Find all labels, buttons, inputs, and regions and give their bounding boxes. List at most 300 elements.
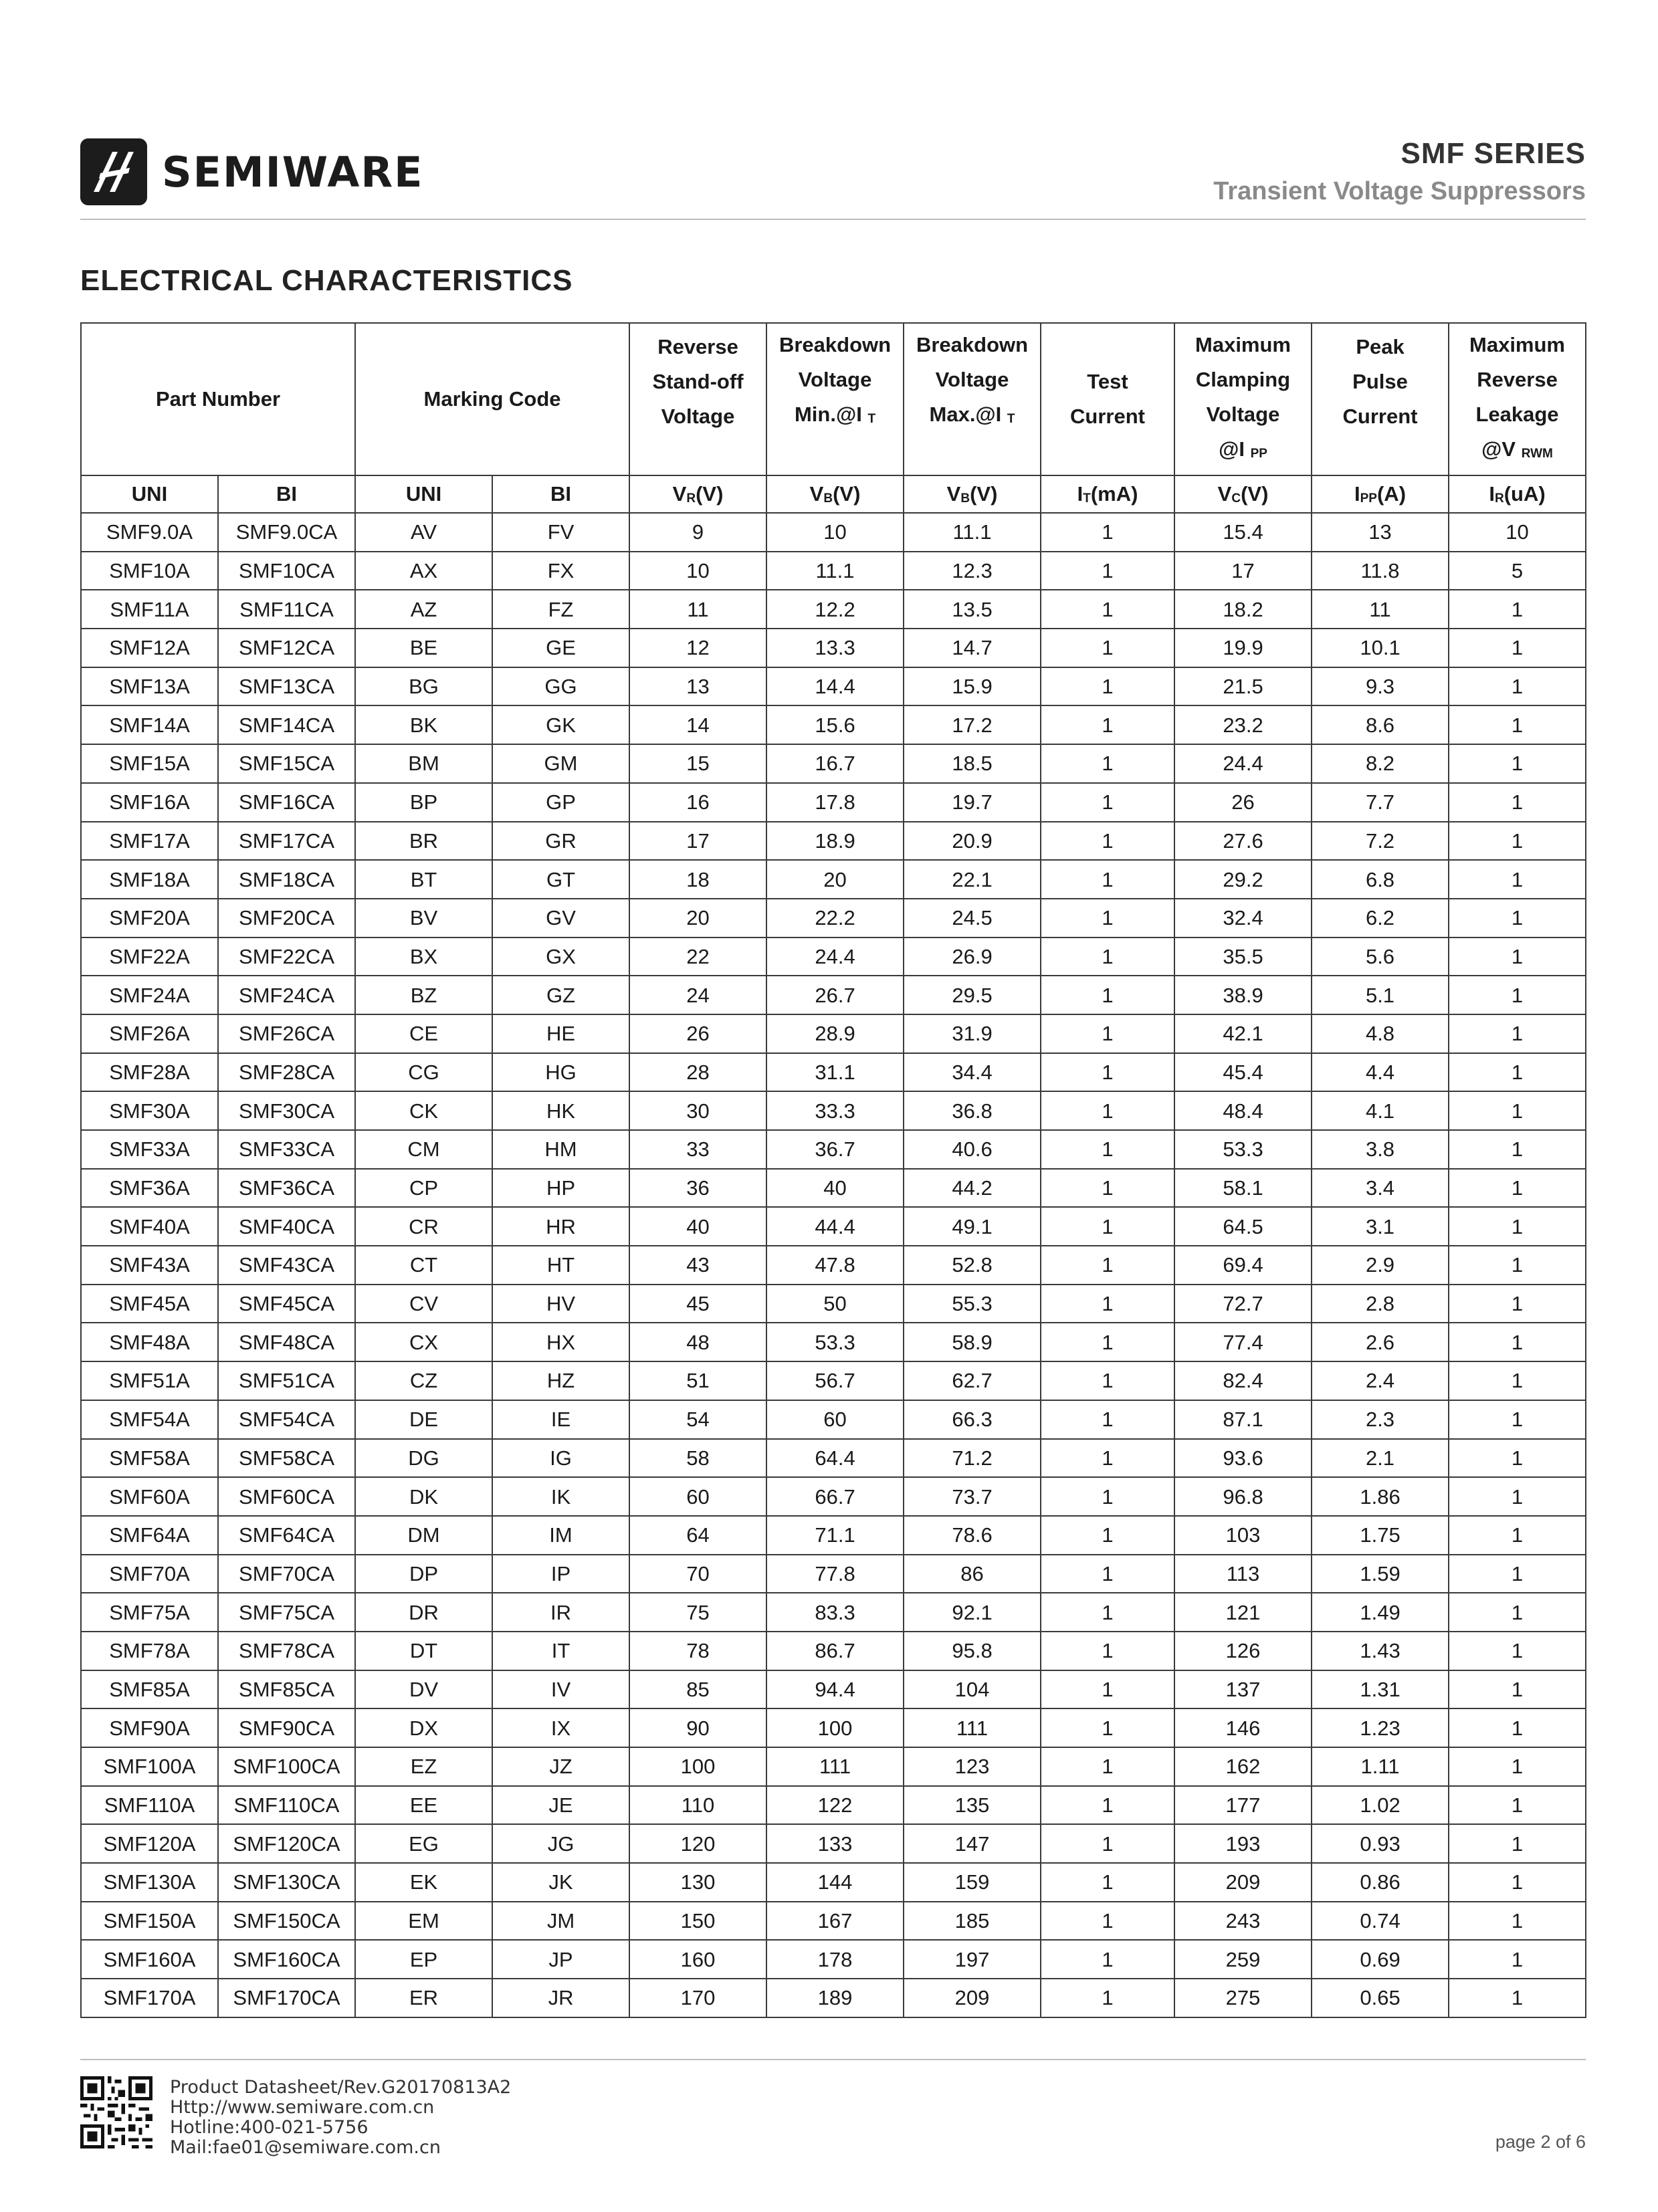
cell-it: 1 xyxy=(1041,899,1174,937)
cell-vb-max: 17.2 xyxy=(904,705,1041,744)
table-row xyxy=(81,1439,1586,1478)
cell-marking-uni: CT xyxy=(355,1246,492,1285)
table-row xyxy=(81,1285,1586,1323)
cell-vb-max: 209 xyxy=(904,1979,1041,2017)
cell-it: 1 xyxy=(1041,1285,1174,1323)
cell-vb-max: 86 xyxy=(904,1555,1041,1593)
cell-part-bi: SMF45CA xyxy=(218,1285,355,1323)
cell-part-bi: SMF160CA xyxy=(218,1940,355,1979)
cell-vr: 11 xyxy=(629,590,766,629)
cell-ipp: 6.8 xyxy=(1312,860,1449,899)
cell-part-bi: SMF28CA xyxy=(218,1053,355,1092)
cell-marking-uni: EZ xyxy=(355,1747,492,1786)
cell-ipp: 1.02 xyxy=(1312,1786,1449,1825)
cell-ipp: 5.1 xyxy=(1312,976,1449,1014)
cell-marking-bi: GK xyxy=(492,705,629,744)
cell-marking-uni: DV xyxy=(355,1670,492,1709)
cell-ir: 1 xyxy=(1449,1323,1586,1361)
cell-vr: 85 xyxy=(629,1670,766,1709)
cell-marking-uni: BX xyxy=(355,937,492,976)
cell-vc: 35.5 xyxy=(1174,937,1312,976)
subheader-vb-max: VB(V) xyxy=(904,475,1041,513)
cell-vb-min: 56.7 xyxy=(766,1361,904,1400)
cell-part-bi: SMF110CA xyxy=(218,1786,355,1825)
cell-ir: 1 xyxy=(1449,1940,1586,1979)
cell-it: 1 xyxy=(1041,1323,1174,1361)
table-row xyxy=(81,667,1586,706)
cell-vc: 93.6 xyxy=(1174,1439,1312,1478)
cell-vc: 113 xyxy=(1174,1555,1312,1593)
cell-part-bi: SMF18CA xyxy=(218,860,355,899)
table-row xyxy=(81,1863,1586,1902)
cell-vb-min: 189 xyxy=(766,1979,904,2017)
cell-vc: 15.4 xyxy=(1174,513,1312,552)
cell-vb-max: 29.5 xyxy=(904,976,1041,1014)
cell-ir: 1 xyxy=(1449,1632,1586,1670)
table-row xyxy=(81,1477,1586,1516)
cell-ipp: 8.2 xyxy=(1312,744,1449,783)
cell-vc: 64.5 xyxy=(1174,1207,1312,1246)
cell-ipp: 3.1 xyxy=(1312,1207,1449,1246)
cell-marking-uni: BV xyxy=(355,899,492,937)
cell-vc: 48.4 xyxy=(1174,1091,1312,1130)
cell-vr: 54 xyxy=(629,1400,766,1439)
cell-part-bi: SMF130CA xyxy=(218,1863,355,1902)
cell-it: 1 xyxy=(1041,1400,1174,1439)
cell-ir: 1 xyxy=(1449,1593,1586,1632)
cell-part-uni: SMF110A xyxy=(81,1786,218,1825)
cell-vc: 96.8 xyxy=(1174,1477,1312,1516)
cell-marking-uni: DT xyxy=(355,1632,492,1670)
cell-vc: 17 xyxy=(1174,552,1312,590)
cell-part-bi: SMF120CA xyxy=(218,1824,355,1863)
cell-ir: 1 xyxy=(1449,1014,1586,1053)
cell-it: 1 xyxy=(1041,1207,1174,1246)
cell-ir: 1 xyxy=(1449,1130,1586,1169)
cell-vb-min: 94.4 xyxy=(766,1670,904,1709)
cell-vb-max: 58.9 xyxy=(904,1323,1041,1361)
cell-it: 1 xyxy=(1041,783,1174,822)
cell-ipp: 3.8 xyxy=(1312,1130,1449,1169)
electrical-characteristics-table xyxy=(80,322,1586,2018)
cell-marking-uni: BG xyxy=(355,667,492,706)
cell-ipp: 0.65 xyxy=(1312,1979,1449,2017)
table-row xyxy=(81,1670,1586,1709)
table-row xyxy=(81,1207,1586,1246)
header-divider xyxy=(80,219,1586,220)
cell-marking-bi: IT xyxy=(492,1632,629,1670)
cell-ir: 1 xyxy=(1449,976,1586,1014)
footer-datasheet-rev: Product Datasheet/Rev.G20170813A2 xyxy=(170,2077,512,2098)
cell-ipp: 1.43 xyxy=(1312,1632,1449,1670)
cell-marking-bi: GP xyxy=(492,783,629,822)
table-row xyxy=(81,937,1586,976)
cell-part-uni: SMF18A xyxy=(81,860,218,899)
cell-part-uni: SMF45A xyxy=(81,1285,218,1323)
cell-vb-max: 18.5 xyxy=(904,744,1041,783)
cell-vb-min: 31.1 xyxy=(766,1053,904,1092)
table-row xyxy=(81,1593,1586,1632)
cell-vr: 150 xyxy=(629,1902,766,1941)
cell-vb-max: 78.6 xyxy=(904,1516,1041,1555)
cell-vb-max: 66.3 xyxy=(904,1400,1041,1439)
cell-part-bi: SMF22CA xyxy=(218,937,355,976)
cell-vr: 12 xyxy=(629,629,766,667)
subheader-bi: BI xyxy=(218,475,355,513)
table-row xyxy=(81,1786,1586,1825)
cell-marking-bi: IR xyxy=(492,1593,629,1632)
cell-part-uni: SMF160A xyxy=(81,1940,218,1979)
table-row xyxy=(81,1516,1586,1555)
cell-vr: 30 xyxy=(629,1091,766,1130)
cell-marking-bi: HT xyxy=(492,1246,629,1285)
cell-ir: 1 xyxy=(1449,744,1586,783)
cell-part-bi: SMF90CA xyxy=(218,1708,355,1747)
cell-ipp: 2.1 xyxy=(1312,1439,1449,1478)
cell-vc: 209 xyxy=(1174,1863,1312,1902)
cell-vr: 10 xyxy=(629,552,766,590)
cell-marking-bi: JZ xyxy=(492,1747,629,1786)
cell-vr: 64 xyxy=(629,1516,766,1555)
cell-part-uni: SMF43A xyxy=(81,1246,218,1285)
cell-vc: 58.1 xyxy=(1174,1169,1312,1208)
cell-vb-min: 24.4 xyxy=(766,937,904,976)
table-row xyxy=(81,552,1586,590)
cell-part-uni: SMF17A xyxy=(81,822,218,861)
cell-vb-max: 49.1 xyxy=(904,1207,1041,1246)
cell-part-uni: SMF48A xyxy=(81,1323,218,1361)
cell-ipp: 1.75 xyxy=(1312,1516,1449,1555)
cell-ipp: 2.8 xyxy=(1312,1285,1449,1323)
cell-marking-bi: GG xyxy=(492,667,629,706)
cell-part-bi: SMF17CA xyxy=(218,822,355,861)
table-row xyxy=(81,1246,1586,1285)
cell-it: 1 xyxy=(1041,937,1174,976)
cell-vc: 87.1 xyxy=(1174,1400,1312,1439)
cell-ir: 5 xyxy=(1449,552,1586,590)
brand-name: SEMIWARE xyxy=(162,147,424,197)
cell-vr: 48 xyxy=(629,1323,766,1361)
cell-marking-uni: AX xyxy=(355,552,492,590)
cell-vb-min: 16.7 xyxy=(766,744,904,783)
cell-ir: 1 xyxy=(1449,1516,1586,1555)
table-row xyxy=(81,1169,1586,1208)
cell-marking-bi: GE xyxy=(492,629,629,667)
cell-it: 1 xyxy=(1041,1708,1174,1747)
cell-part-bi: SMF70CA xyxy=(218,1555,355,1593)
cell-vr: 120 xyxy=(629,1824,766,1863)
cell-ir: 1 xyxy=(1449,1555,1586,1593)
cell-vb-min: 13.3 xyxy=(766,629,904,667)
cell-ir: 1 xyxy=(1449,1361,1586,1400)
cell-vc: 126 xyxy=(1174,1632,1312,1670)
cell-vc: 69.4 xyxy=(1174,1246,1312,1285)
cell-vc: 19.9 xyxy=(1174,629,1312,667)
cell-vr: 33 xyxy=(629,1130,766,1169)
table-row xyxy=(81,1902,1586,1941)
cell-part-bi: SMF11CA xyxy=(218,590,355,629)
cell-vb-max: 71.2 xyxy=(904,1439,1041,1478)
cell-it: 1 xyxy=(1041,744,1174,783)
header-max-leakage: Maximum Reverse Leakage @V RWM xyxy=(1449,323,1586,475)
cell-part-uni: SMF9.0A xyxy=(81,513,218,552)
cell-part-uni: SMF78A xyxy=(81,1632,218,1670)
cell-it: 1 xyxy=(1041,1786,1174,1825)
cell-ipp: 1.59 xyxy=(1312,1555,1449,1593)
footer-hotline: Hotline:400-021-5756 xyxy=(170,2117,369,2138)
cell-ir: 1 xyxy=(1449,629,1586,667)
cell-part-bi: SMF16CA xyxy=(218,783,355,822)
cell-vb-min: 15.6 xyxy=(766,705,904,744)
cell-ipp: 4.1 xyxy=(1312,1091,1449,1130)
cell-ir: 1 xyxy=(1449,1708,1586,1747)
cell-vb-max: 123 xyxy=(904,1747,1041,1786)
cell-vb-min: 40 xyxy=(766,1169,904,1208)
cell-part-uni: SMF16A xyxy=(81,783,218,822)
cell-it: 1 xyxy=(1041,1053,1174,1092)
cell-it: 1 xyxy=(1041,1555,1174,1593)
cell-vc: 162 xyxy=(1174,1747,1312,1786)
header-peak-pulse: Peak Pulse Current xyxy=(1312,323,1449,475)
cell-vc: 45.4 xyxy=(1174,1053,1312,1092)
cell-ipp: 6.2 xyxy=(1312,899,1449,937)
cell-part-uni: SMF14A xyxy=(81,705,218,744)
cell-ir: 1 xyxy=(1449,590,1586,629)
cell-vb-max: 185 xyxy=(904,1902,1041,1941)
cell-part-uni: SMF13A xyxy=(81,667,218,706)
cell-part-uni: SMF58A xyxy=(81,1439,218,1478)
cell-part-bi: SMF12CA xyxy=(218,629,355,667)
table-row xyxy=(81,1130,1586,1169)
header-reverse-standoff: Reverse Stand-off Voltage xyxy=(629,323,766,475)
cell-marking-bi: JG xyxy=(492,1824,629,1863)
subheader-vr: VR(V) xyxy=(629,475,766,513)
cell-vr: 18 xyxy=(629,860,766,899)
cell-ir: 1 xyxy=(1449,1477,1586,1516)
cell-marking-bi: GT xyxy=(492,860,629,899)
cell-vr: 13 xyxy=(629,667,766,706)
cell-vb-max: 31.9 xyxy=(904,1014,1041,1053)
cell-vb-min: 144 xyxy=(766,1863,904,1902)
cell-marking-bi: IX xyxy=(492,1708,629,1747)
cell-marking-uni: BE xyxy=(355,629,492,667)
cell-vc: 27.6 xyxy=(1174,822,1312,861)
cell-vb-min: 10 xyxy=(766,513,904,552)
cell-vr: 45 xyxy=(629,1285,766,1323)
cell-vc: 26 xyxy=(1174,783,1312,822)
cell-vc: 77.4 xyxy=(1174,1323,1312,1361)
cell-vb-min: 14.4 xyxy=(766,667,904,706)
cell-vb-min: 53.3 xyxy=(766,1323,904,1361)
cell-it: 1 xyxy=(1041,629,1174,667)
subheader-it: IT(mA) xyxy=(1041,475,1174,513)
footer-divider xyxy=(80,2059,1586,2060)
cell-it: 1 xyxy=(1041,590,1174,629)
section-title: ELECTRICAL CHARACTERISTICS xyxy=(80,264,573,297)
cell-vb-max: 19.7 xyxy=(904,783,1041,822)
cell-vc: 243 xyxy=(1174,1902,1312,1941)
cell-marking-uni: CR xyxy=(355,1207,492,1246)
cell-ipp: 2.9 xyxy=(1312,1246,1449,1285)
cell-marking-bi: IK xyxy=(492,1477,629,1516)
table-row xyxy=(81,1979,1586,2017)
cell-ipp: 1.86 xyxy=(1312,1477,1449,1516)
cell-vc: 121 xyxy=(1174,1593,1312,1632)
header-max-clamping: Maximum Clamping Voltage @I PP xyxy=(1174,323,1312,475)
cell-marking-uni: BM xyxy=(355,744,492,783)
cell-part-uni: SMF36A xyxy=(81,1169,218,1208)
header-part-number: Part Number xyxy=(81,323,355,475)
cell-it: 1 xyxy=(1041,1477,1174,1516)
cell-part-bi: SMF51CA xyxy=(218,1361,355,1400)
cell-it: 1 xyxy=(1041,822,1174,861)
cell-vr: 60 xyxy=(629,1477,766,1516)
cell-vb-min: 17.8 xyxy=(766,783,904,822)
table-row xyxy=(81,1747,1586,1786)
cell-marking-bi: HV xyxy=(492,1285,629,1323)
cell-vc: 72.7 xyxy=(1174,1285,1312,1323)
cell-vb-min: 178 xyxy=(766,1940,904,1979)
cell-vb-min: 167 xyxy=(766,1902,904,1941)
cell-marking-bi: JP xyxy=(492,1940,629,1979)
cell-vr: 51 xyxy=(629,1361,766,1400)
cell-marking-uni: DG xyxy=(355,1439,492,1478)
cell-ipp: 9.3 xyxy=(1312,667,1449,706)
cell-vb-max: 62.7 xyxy=(904,1361,1041,1400)
cell-marking-uni: CE xyxy=(355,1014,492,1053)
cell-vc: 259 xyxy=(1174,1940,1312,1979)
cell-part-bi: SMF60CA xyxy=(218,1477,355,1516)
cell-ipp: 0.86 xyxy=(1312,1863,1449,1902)
cell-part-uni: SMF20A xyxy=(81,899,218,937)
cell-vc: 18.2 xyxy=(1174,590,1312,629)
cell-ir: 1 xyxy=(1449,667,1586,706)
cell-marking-uni: DR xyxy=(355,1593,492,1632)
cell-vb-max: 40.6 xyxy=(904,1130,1041,1169)
cell-ir: 1 xyxy=(1449,899,1586,937)
cell-vb-min: 71.1 xyxy=(766,1516,904,1555)
cell-marking-bi: FZ xyxy=(492,590,629,629)
cell-ipp: 10.1 xyxy=(1312,629,1449,667)
cell-it: 1 xyxy=(1041,1863,1174,1902)
cell-marking-bi: HX xyxy=(492,1323,629,1361)
cell-it: 1 xyxy=(1041,1632,1174,1670)
cell-marking-uni: DM xyxy=(355,1516,492,1555)
cell-marking-uni: CZ xyxy=(355,1361,492,1400)
cell-ir: 1 xyxy=(1449,1863,1586,1902)
cell-it: 1 xyxy=(1041,1014,1174,1053)
cell-vr: 90 xyxy=(629,1708,766,1747)
subheader-row xyxy=(81,475,1586,513)
cell-part-uni: SMF10A xyxy=(81,552,218,590)
cell-part-bi: SMF100CA xyxy=(218,1747,355,1786)
table-row xyxy=(81,860,1586,899)
cell-vb-min: 100 xyxy=(766,1708,904,1747)
cell-marking-bi: GM xyxy=(492,744,629,783)
cell-marking-uni: AV xyxy=(355,513,492,552)
cell-vc: 24.4 xyxy=(1174,744,1312,783)
cell-part-bi: SMF43CA xyxy=(218,1246,355,1285)
cell-marking-uni: CM xyxy=(355,1130,492,1169)
table-body xyxy=(81,513,1586,2017)
subheader-uni: UNI xyxy=(81,475,218,513)
cell-vc: 146 xyxy=(1174,1708,1312,1747)
cell-ipp: 0.69 xyxy=(1312,1940,1449,1979)
cell-it: 1 xyxy=(1041,1593,1174,1632)
cell-part-bi: SMF9.0CA xyxy=(218,513,355,552)
cell-ipp: 0.93 xyxy=(1312,1824,1449,1863)
cell-ipp: 8.6 xyxy=(1312,705,1449,744)
cell-vc: 193 xyxy=(1174,1824,1312,1863)
table-row xyxy=(81,1014,1586,1053)
cell-vb-min: 83.3 xyxy=(766,1593,904,1632)
cell-vb-min: 22.2 xyxy=(766,899,904,937)
cell-part-uni: SMF22A xyxy=(81,937,218,976)
cell-marking-bi: FV xyxy=(492,513,629,552)
cell-vb-min: 26.7 xyxy=(766,976,904,1014)
cell-ir: 1 xyxy=(1449,860,1586,899)
cell-vb-min: 36.7 xyxy=(766,1130,904,1169)
cell-vc: 177 xyxy=(1174,1786,1312,1825)
cell-vr: 22 xyxy=(629,937,766,976)
cell-marking-uni: DX xyxy=(355,1708,492,1747)
cell-it: 1 xyxy=(1041,976,1174,1014)
cell-vr: 28 xyxy=(629,1053,766,1092)
footer-email: Mail:fae01@semiware.com.cn xyxy=(170,2137,441,2158)
table-row xyxy=(81,783,1586,822)
cell-ipp: 2.6 xyxy=(1312,1323,1449,1361)
cell-marking-uni: EG xyxy=(355,1824,492,1863)
semiware-logo-icon xyxy=(80,138,147,205)
cell-vb-max: 135 xyxy=(904,1786,1041,1825)
cell-ipp: 1.23 xyxy=(1312,1708,1449,1747)
cell-part-bi: SMF170CA xyxy=(218,1979,355,2017)
header-test-current: Test Current xyxy=(1041,323,1174,475)
cell-part-bi: SMF26CA xyxy=(218,1014,355,1053)
cell-vb-max: 52.8 xyxy=(904,1246,1041,1285)
cell-marking-bi: HZ xyxy=(492,1361,629,1400)
cell-it: 1 xyxy=(1041,513,1174,552)
cell-part-uni: SMF30A xyxy=(81,1091,218,1130)
cell-vr: 20 xyxy=(629,899,766,937)
cell-ipp: 4.4 xyxy=(1312,1053,1449,1092)
cell-it: 1 xyxy=(1041,667,1174,706)
cell-part-uni: SMF54A xyxy=(81,1400,218,1439)
cell-part-uni: SMF24A xyxy=(81,976,218,1014)
cell-part-uni: SMF85A xyxy=(81,1670,218,1709)
cell-part-bi: SMF10CA xyxy=(218,552,355,590)
cell-vb-min: 122 xyxy=(766,1786,904,1825)
cell-marking-bi: IG xyxy=(492,1439,629,1478)
cell-part-bi: SMF75CA xyxy=(218,1593,355,1632)
table-row xyxy=(81,1555,1586,1593)
cell-vb-min: 111 xyxy=(766,1747,904,1786)
cell-ipp: 7.7 xyxy=(1312,783,1449,822)
cell-marking-bi: JM xyxy=(492,1902,629,1941)
cell-marking-uni: DE xyxy=(355,1400,492,1439)
footer-contact xyxy=(170,2078,511,2158)
cell-ir: 1 xyxy=(1449,1169,1586,1208)
cell-vb-min: 44.4 xyxy=(766,1207,904,1246)
cell-marking-uni: ER xyxy=(355,1979,492,2017)
cell-marking-uni: EP xyxy=(355,1940,492,1979)
cell-marking-bi: HM xyxy=(492,1130,629,1169)
cell-ir: 1 xyxy=(1449,1246,1586,1285)
cell-vb-max: 12.3 xyxy=(904,552,1041,590)
cell-marking-bi: HR xyxy=(492,1207,629,1246)
cell-vb-max: 92.1 xyxy=(904,1593,1041,1632)
cell-vb-max: 159 xyxy=(904,1863,1041,1902)
